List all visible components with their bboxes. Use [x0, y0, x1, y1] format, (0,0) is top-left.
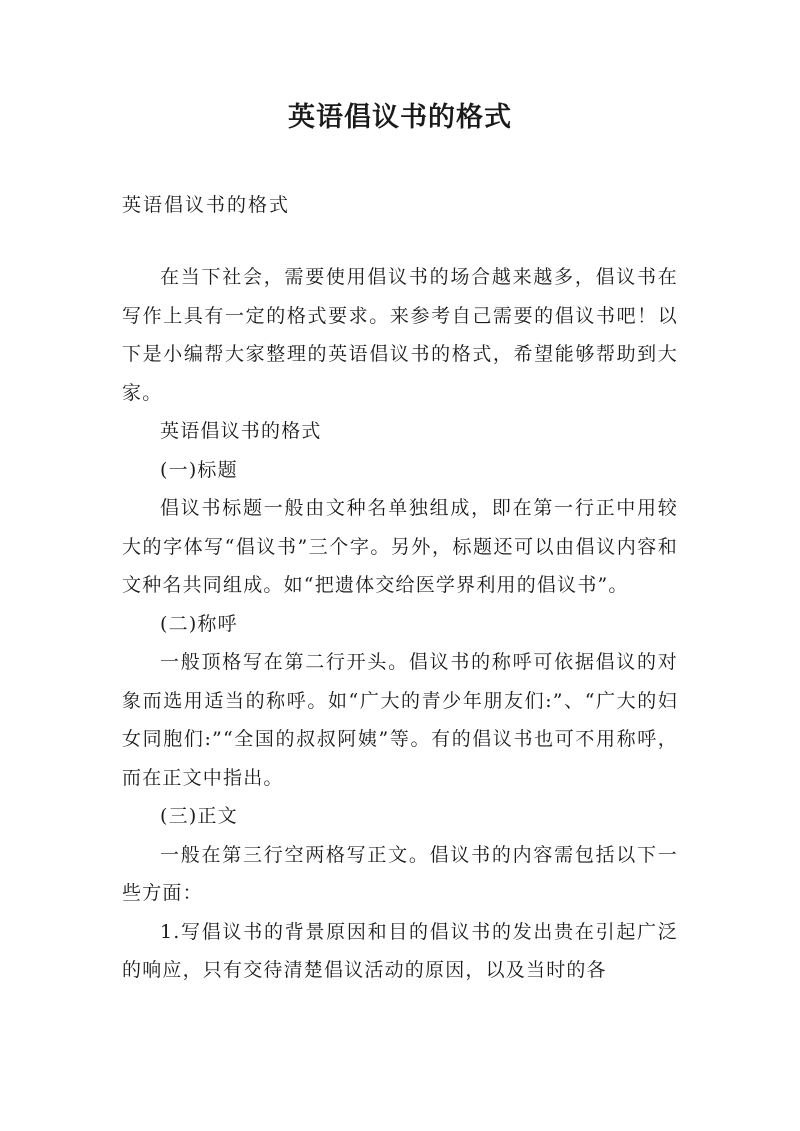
document-body	[122, 258, 678, 990]
paragraph-salutation-rules: 一般顶格写在第二行开头。倡议书的称呼可依据倡议的对象而选用适当的称呼。如“广大的青少年朋友们:”、“广大的妇女同胞们:”“全国的叔叔阿姨”等。有的倡议书也可不用称呼，而在正文中指出。	[122, 651, 678, 789]
document-subtitle: 英语倡议书的格式	[122, 194, 291, 216]
document-title: 英语倡议书的格式	[288, 102, 512, 133]
paragraph-title-rules: 倡议书标题一般由文种名单独组成，即在第一行正中用较大的字体写“倡议书”三个字。另外，标题还可以由倡议内容和文种名共同组成。如“把遗体交给医学界利用的倡议书”。	[122, 497, 678, 596]
subheading-salutation: (二)称呼	[160, 612, 238, 635]
paragraph-intro: 在当下社会，需要使用倡议书的场合越来越多，倡议书在写作上具有一定的格式要求。来参考自己需要的倡议书吧！以下是小编帮大家整理的英语倡议书的格式，希望能够帮助到大家。	[122, 266, 678, 404]
section-heading: 英语倡议书的格式	[160, 420, 322, 442]
subheading-title: (一)标题	[160, 458, 238, 481]
subheading-body: (三)正文	[160, 805, 238, 827]
paragraph-body-rules: 一般在第三行空两格写正文。倡议书的内容需包括以下一些方面：	[122, 843, 678, 904]
paragraph-point-1: 1.写倡议书的背景原因和目的倡议书的发出贵在引起广泛的响应，只有交待清楚倡议活动的原因，以及当时的各	[122, 920, 678, 981]
